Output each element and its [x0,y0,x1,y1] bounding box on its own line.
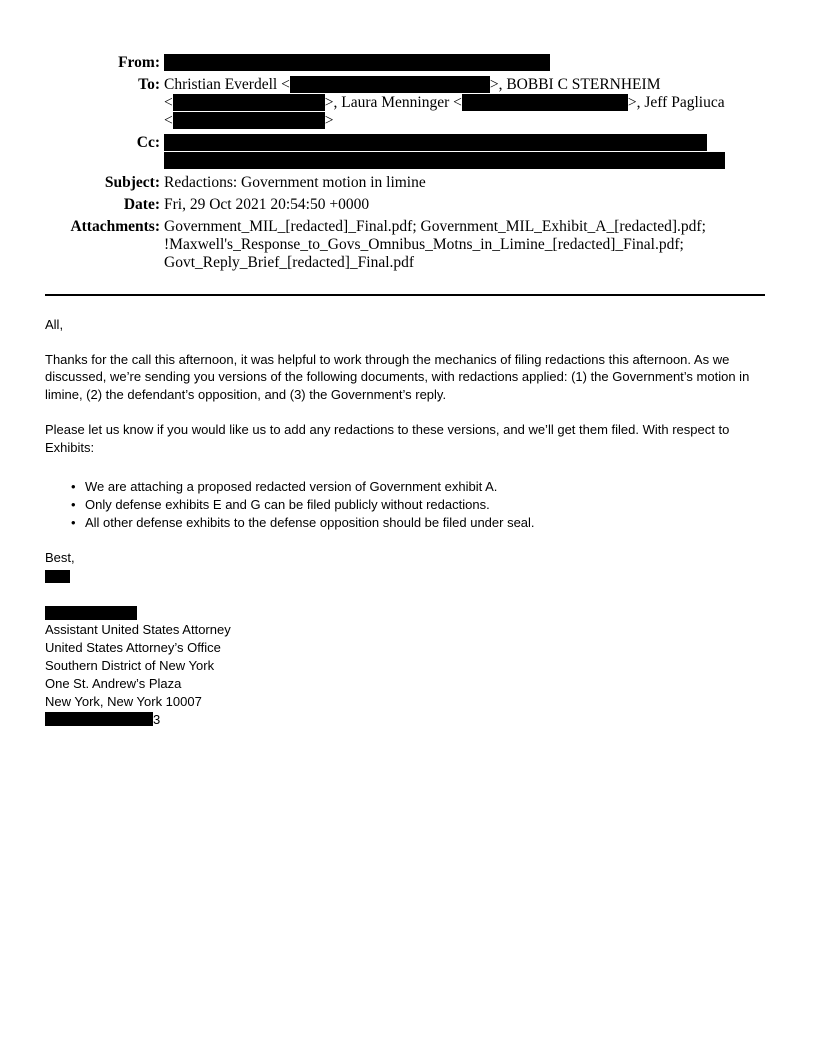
list-item [45,514,765,532]
redaction-block [462,94,628,111]
to-recipient-text: >, BOBBI C STERNHEIM [489,76,661,93]
signature-title: Assistant United States Attorney [45,622,231,637]
signature-phone [45,711,160,729]
header-divider [45,294,765,296]
redaction-block [173,94,325,111]
to-recipient-text: >, Laura Menninger < [324,94,462,111]
list-item [45,478,765,496]
to-label: To: [138,76,160,93]
redaction-block [164,134,707,151]
to-recipient-text: Christian Everdell < [164,76,290,93]
to-recipient-text: < [164,94,173,111]
exhibit-list [45,478,765,531]
to-recipient-text: >, Jeff Pagliuca [627,94,725,111]
redaction-block [164,152,725,169]
greeting: All, [45,317,64,332]
attachment-line[interactable]: Govt_Reply_Brief_[redacted]_Final.pdf [164,254,415,271]
signature-address-line: One St. Andrew’s Plaza [45,676,182,691]
redaction-block [45,606,137,620]
bullet-icon: • [71,479,76,494]
attachment-line[interactable]: !Maxwell's_Response_to_Govs_Omnibus_Motns_in_Limine_[redacted]_Final.pdf; [164,236,684,253]
body-paragraph: Please let us know if you would like us to add any redactions to these versions, and we’ll get them filed. With respect to Exhibits: [45,422,730,455]
email-body [45,316,770,457]
from-label: From: [118,54,160,71]
list-item-text: We are attaching a proposed redacted version of Government exhibit A. [85,479,498,494]
redaction-block [173,112,325,129]
date-label: Date: [123,196,160,213]
redaction-block [290,76,490,93]
redaction-block [45,570,70,583]
to-recipient-text: < [164,112,173,129]
list-item-text: Only defense exhibits E and G can be filed publicly without redactions. [85,496,490,512]
subject-text: Redactions: Government motion in limine [164,174,426,191]
signature-district: Southern District of New York [45,658,215,673]
attachments-label: Attachments: [70,218,160,235]
phone-visible-digit: 3 [153,712,161,727]
redaction-block [45,712,153,726]
closing: Best, [45,550,75,565]
to-recipient-text: > [324,112,334,129]
subject-label: Subject: [104,174,160,191]
body-paragraph: Thanks for the call this afternoon, it was helpful to work through the mechanics of filing redactions this afternoon. As we discussed, we’re sending you versions of the following documents, with redactions applied: (1) the Government’s motion in limine, (2) the defendant’s opposition, and (3) the Government’s reply. [45,351,750,402]
date-text: Fri, 29 Oct 2021 20:54:50 +0000 [164,196,370,213]
attachment-line[interactable]: Government_MIL_[redacted]_Final.pdf; Government_MIL_Exhibit_A_[redacted].pdf; [164,218,706,235]
bullet-icon: • [71,514,76,530]
list-item [45,496,765,514]
bullet-icon: • [71,496,76,512]
signature-office: United States Attorney’s Office [45,640,221,655]
signature-name-redacted [45,570,70,588]
signature-address-line: New York, New York 10007 [45,694,202,709]
cc-label: Cc: [136,134,160,151]
redaction-block [164,54,550,71]
list-item-text: All other defense exhibits to the defense opposition should be filed under seal. [85,514,535,530]
